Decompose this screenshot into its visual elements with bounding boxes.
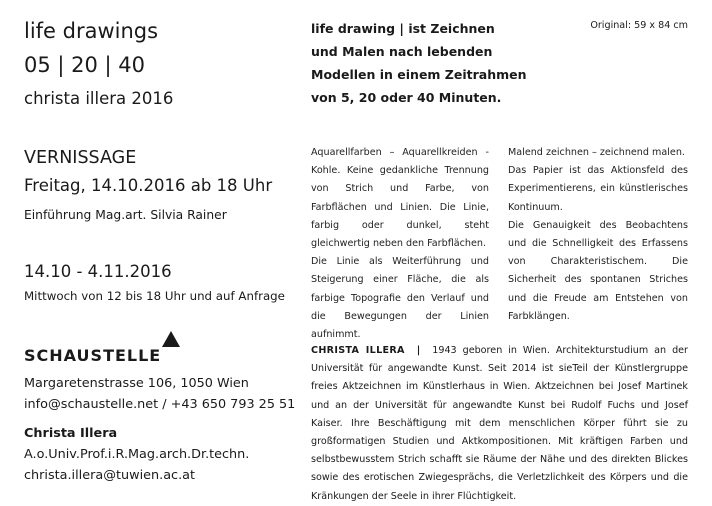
bio-separator: | <box>416 345 421 356</box>
text-column-right <box>508 144 688 326</box>
artist-name: Christa Illera <box>24 426 118 441</box>
bio-name: CHRISTA ILLERA <box>311 345 405 356</box>
title-line-2: 05 | 20 | 40 <box>24 53 146 77</box>
text-column-middle <box>311 144 489 344</box>
intro-text <box>311 17 527 109</box>
paragraph: Das Papier ist das Aktionsfeld des Experimentierens, ein künstlerisches Kontinuum. <box>508 165 688 213</box>
title-line-1: life drawings <box>24 19 159 43</box>
paragraph: Aquarellfarben – Aquarellkreiden - Kohle. Keine gedankliche Trennung von Strich und Farbe, von Farbflächen und Linien. Die Linie, farbig oder dunkel, steht gleichwertig neben den Farbflächen. <box>311 147 489 250</box>
intro-line: von 5, 20 oder 40 Minuten. <box>311 90 502 105</box>
opening-hours: Mittwoch von 12 bis 18 Uhr und auf Anfrage <box>24 289 285 303</box>
vernissage-label: VERNISSAGE <box>24 148 137 168</box>
paragraph: Die Genauigkeit des Beobachtens und die Schnelligkeit des Erfassens von Charakteristischem. Die Sicherheit des spontanen Striches und die Freude am Entstehen von Farbklängen. <box>508 219 688 322</box>
schaustelle-logo: SCHAUSTELLE <box>24 346 162 365</box>
triangle-icon <box>162 331 180 347</box>
artist-email: christa.illera@tuwien.ac.at <box>24 468 196 483</box>
vernissage-date: Freitag, 14.10.2016 ab 18 Uhr <box>24 176 273 195</box>
original-size: Original: 59 x 84 cm <box>590 20 688 31</box>
artist-bio <box>311 342 688 506</box>
bio-text: 1943 geboren in Wien. Architekturstudium an der Universität für angewandte Kunst. Seit 2014 ist sieTeil der Künstlergruppe freies Aktzeichnen im Künstlerhaus in Wien. Aktzeichnen bei Josef Martinek und an der Universität für angewandte Kunst bei Rudolf Fuchs und Josef Kaiser. Ihre Beschäftigung mit dem menschlichen Körper führt sie zu großformatigen Studien und Aktkompositionen. Mit kräftigen Farben und selbstbewusstem Strich schafft sie Räume der Nähe und des direkten Blickes sowie des erotischen Zwiegesprächs, die Verletzlichkeit des Körpers und die Kränkungen der Seele in ihrer Flüchtigkeit. <box>311 345 689 502</box>
artist-title: A.o.Univ.Prof.i.R.Mag.arch.Dr.techn. <box>24 447 250 462</box>
title-line-3: christa illera 2016 <box>24 89 174 108</box>
venue-contact: info@schaustelle.net / +43 650 793 25 51 <box>24 397 296 412</box>
intro-line: Modellen in einem Zeitrahmen <box>311 67 527 82</box>
intro-line: life drawing | ist Zeichnen <box>311 21 495 36</box>
venue-address: Margaretenstrasse 106, 1050 Wien <box>24 376 249 391</box>
intro-line: und Malen nach lebenden <box>311 44 493 59</box>
exhibition-dates: 14.10 - 4.11.2016 <box>24 262 172 281</box>
paragraph: Die Linie als Weiterführung und Steigerung einer Fläche, die als farbige Topografie den Verlauf und die Bewegungen der Linien aufnimmt. <box>311 256 489 341</box>
paragraph: Malend zeichnen – zeichnend malen. <box>508 147 685 158</box>
vernissage-intro: Einführung Mag.art. Silvia Rainer <box>24 208 227 222</box>
